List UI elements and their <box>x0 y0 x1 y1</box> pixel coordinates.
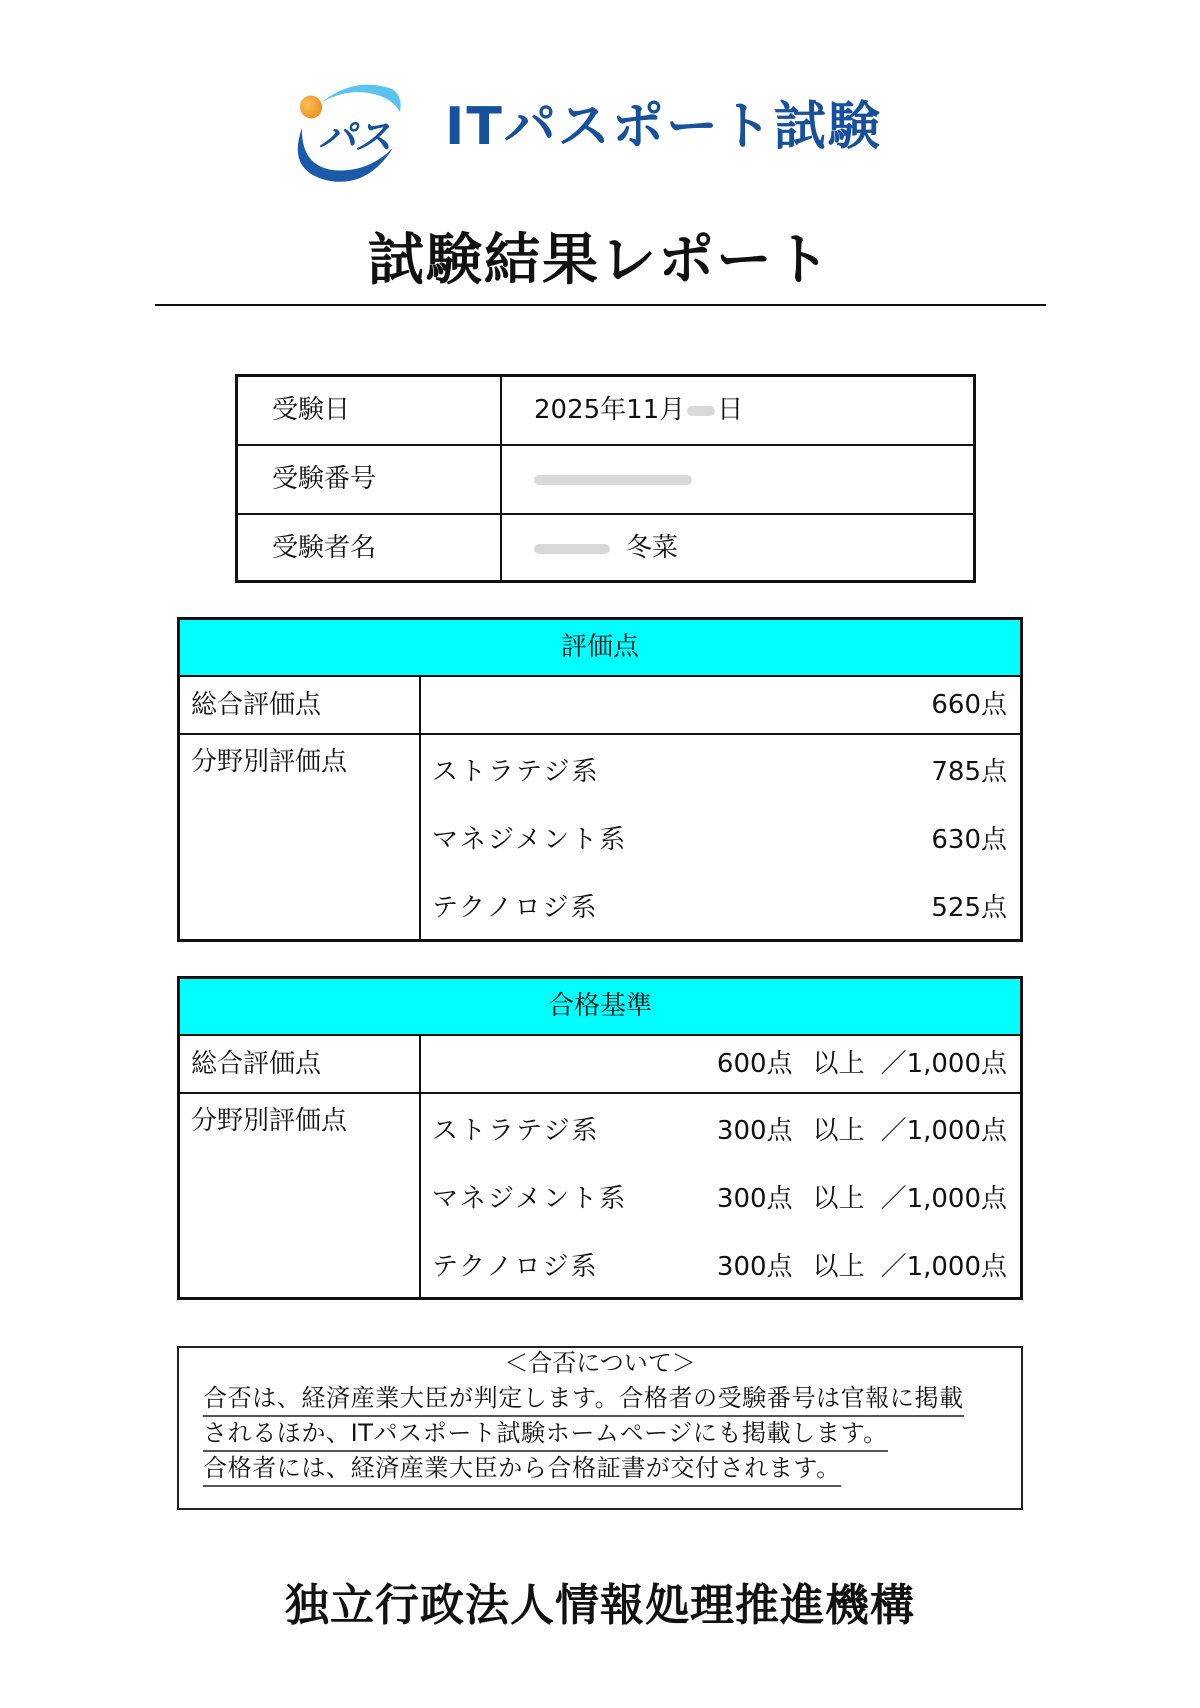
exam-date-label: 受験日 <box>238 377 502 444</box>
criteria-qualifier: 以上 <box>812 1049 865 1079</box>
note-title: ＜合否について＞ <box>504 1349 696 1377</box>
criteria-min: 300点 <box>716 1251 793 1282</box>
criteria-field-item <box>421 1230 1020 1298</box>
criteria-total-value <box>421 1036 1020 1092</box>
title-divider <box>155 304 1046 306</box>
logo-wordmark: ITパスポート試験 <box>445 97 882 157</box>
total-score-value: 660点 <box>931 690 1007 720</box>
criteria-field-value <box>717 1178 1007 1215</box>
redacted-surname-mask <box>534 544 610 554</box>
field-score-value: 785点 <box>931 756 1007 787</box>
note-line-text: 合格者には、経済産業大臣から合格証書が交付されます。 <box>203 1452 841 1487</box>
issuing-organization: 独立行政法人情報処理推進機構 <box>285 1580 915 1631</box>
criteria-min: 300点 <box>716 1183 793 1214</box>
criteria-min: 600点 <box>716 1049 793 1079</box>
exam-date-row <box>238 377 973 446</box>
exam-date-value <box>502 377 973 444</box>
pass-criteria-table <box>177 976 1023 1300</box>
examinee-name-row <box>238 515 973 582</box>
field-score-value: 525点 <box>931 892 1007 923</box>
criteria-qualifier: 以上 <box>812 1251 865 1282</box>
criteria-qualifier: 以上 <box>812 1115 865 1146</box>
exam-date-year-month: 2025年11月 <box>534 395 686 425</box>
exam-number-label: 受験番号 <box>238 446 502 513</box>
note-line <box>203 1417 1021 1452</box>
page-title: 試験結果レポート <box>368 228 832 293</box>
note-line-text: 合否は、経済産業大臣が判定します。合格者の受験番号は官報に掲載 <box>203 1382 964 1417</box>
total-score-row <box>180 677 1020 735</box>
examinee-given-name: 冬菜 <box>626 533 679 563</box>
field-name: ストラテジ系 <box>432 756 600 787</box>
redacted-number-mask <box>534 475 692 485</box>
examinee-name-value <box>502 515 973 582</box>
examinee-name-label: 受験者名 <box>238 515 502 582</box>
field-scores-label: 分野別評価点 <box>180 735 421 939</box>
note-line <box>203 1452 1021 1487</box>
pass-fail-note-box <box>177 1346 1023 1510</box>
field-scores-list <box>421 735 1020 939</box>
criteria-field-item <box>421 1094 1020 1162</box>
exam-number-value <box>502 446 973 513</box>
criteria-field-value <box>717 1110 1007 1147</box>
criteria-max: ／1,000点 <box>880 1251 1007 1282</box>
field-score-item <box>421 735 1020 803</box>
exam-date-day-suffix: 日 <box>717 395 744 425</box>
field-score-item <box>421 871 1020 939</box>
total-score-label: 総合評価点 <box>180 677 421 733</box>
field-score-value: 630点 <box>931 824 1007 855</box>
note-body <box>179 1382 1021 1487</box>
criteria-fields-row <box>180 1094 1020 1298</box>
scores-table <box>177 617 1023 942</box>
redacted-day-mask <box>687 406 715 416</box>
scores-heading: 評価点 <box>180 620 1020 677</box>
pass-criteria-heading: 合格基準 <box>180 979 1020 1036</box>
criteria-fields-label: 分野別評価点 <box>180 1094 421 1298</box>
it-passport-logo <box>280 70 920 190</box>
note-line <box>203 1382 1021 1417</box>
criteria-max: ／1,000点 <box>880 1183 1007 1214</box>
field-name: テクノロジ系 <box>432 892 599 923</box>
field-scores-row <box>180 735 1020 939</box>
field-name: ストラテジ系 <box>432 1115 600 1146</box>
criteria-fields-list <box>421 1094 1020 1298</box>
exam-number-row <box>238 446 973 515</box>
criteria-total-label: 総合評価点 <box>180 1036 421 1092</box>
criteria-field-item <box>421 1162 1020 1230</box>
examinee-info-table <box>235 374 976 583</box>
field-name: マネジメント系 <box>432 1183 628 1214</box>
field-score-item <box>421 803 1020 871</box>
pass-emblem-icon <box>280 70 410 190</box>
note-line-text: されるほか、ITパスポート試験ホームページにも掲載します。 <box>203 1417 888 1452</box>
criteria-qualifier: 以上 <box>812 1183 865 1214</box>
criteria-field-value <box>717 1246 1007 1283</box>
criteria-total-row <box>180 1036 1020 1094</box>
criteria-max: ／1,000点 <box>880 1115 1007 1146</box>
field-name: テクノロジ系 <box>432 1251 599 1282</box>
svg-text:パス: パス <box>318 115 391 159</box>
field-name: マネジメント系 <box>432 824 628 855</box>
criteria-min: 300点 <box>716 1115 793 1146</box>
criteria-max: ／1,000点 <box>880 1049 1007 1079</box>
